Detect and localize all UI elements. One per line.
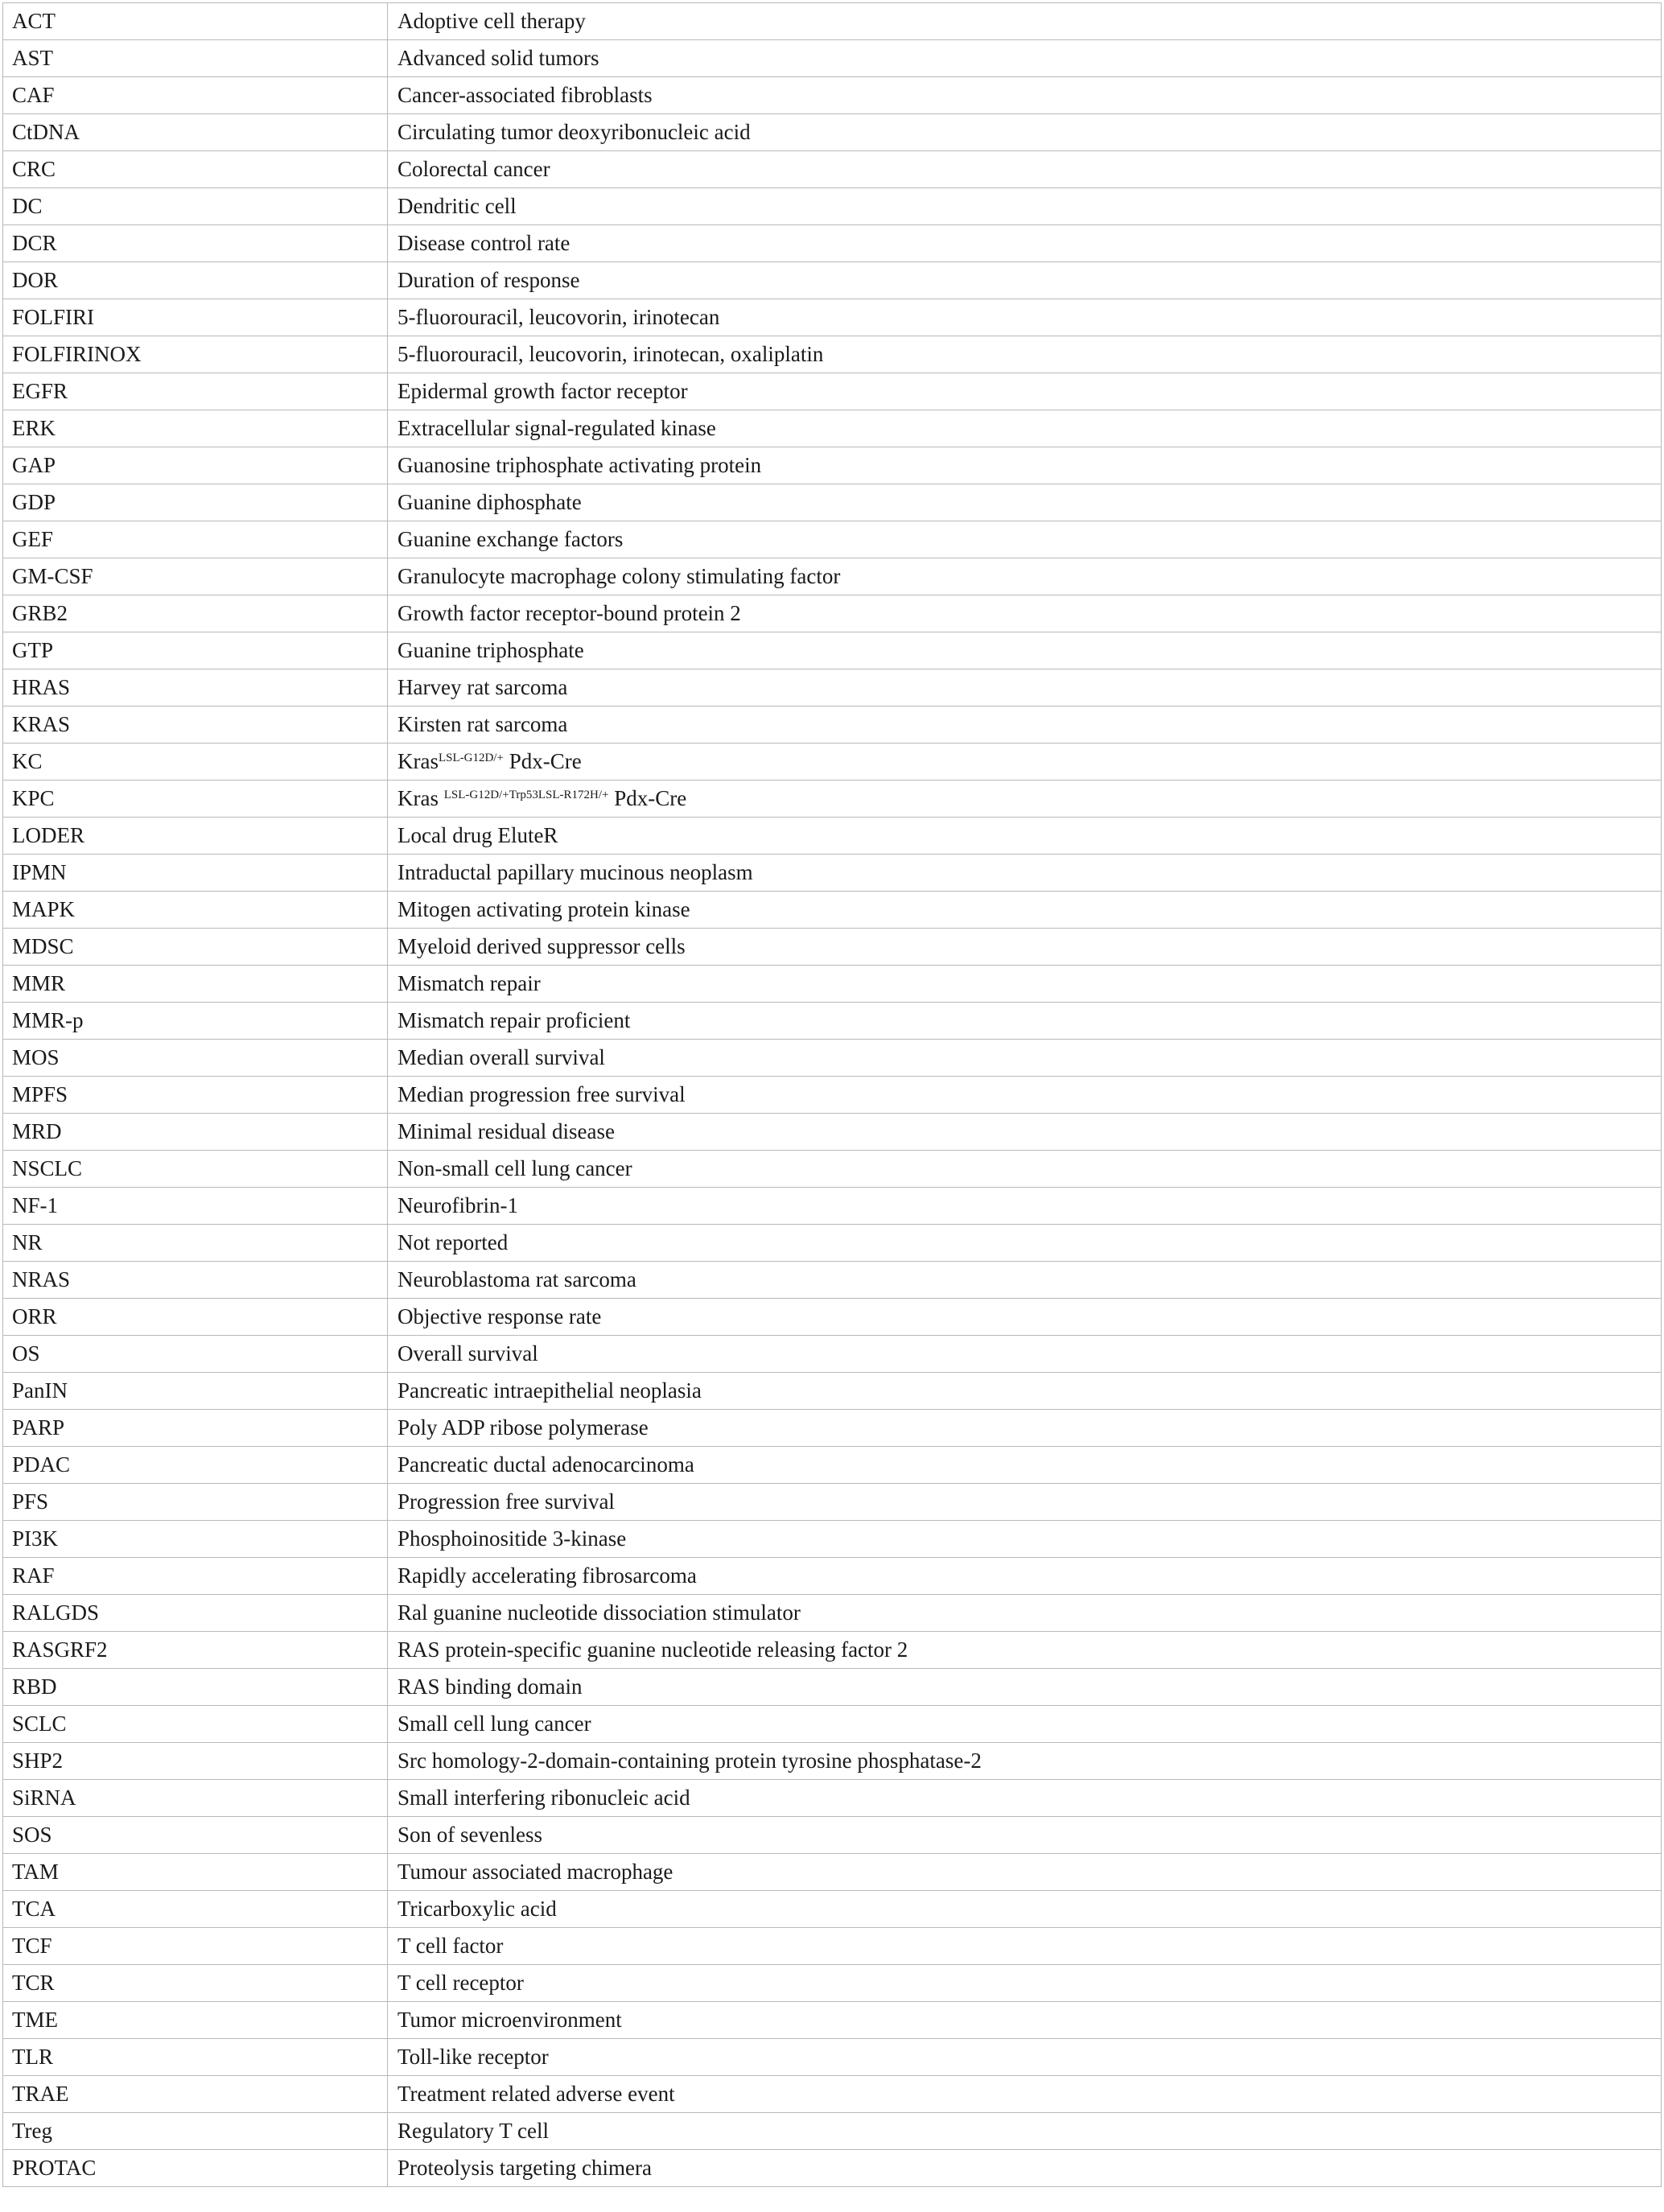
table-row xyxy=(3,336,1662,373)
definition-cell: Small cell lung cancer xyxy=(388,1706,1662,1743)
definition-cell: Tricarboxylic acid xyxy=(388,1891,1662,1928)
abbreviation-cell: LODER xyxy=(3,818,388,855)
definition-cell: RAS protein-specific guanine nucleotide releasing factor 2 xyxy=(388,1632,1662,1669)
definition-cell: Rapidly accelerating fibrosarcoma xyxy=(388,1558,1662,1595)
table-row xyxy=(3,1965,1662,2002)
table-row xyxy=(3,595,1662,632)
abbreviation-cell: MAPK xyxy=(3,892,388,929)
definition-cell: Minimal residual disease xyxy=(388,1114,1662,1151)
table-row xyxy=(3,1447,1662,1484)
table-row xyxy=(3,299,1662,336)
abbreviation-cell: RASGRF2 xyxy=(3,1632,388,1669)
definition-cell: Treatment related adverse event xyxy=(388,2076,1662,2113)
table-row xyxy=(3,40,1662,77)
abbreviation-cell: TAM xyxy=(3,1854,388,1891)
table-row xyxy=(3,1151,1662,1188)
table-row xyxy=(3,2076,1662,2113)
table-row xyxy=(3,114,1662,151)
abbreviation-cell: NSCLC xyxy=(3,1151,388,1188)
definition-cell: Growth factor receptor-bound protein 2 xyxy=(388,595,1662,632)
definition-cell: Progression free survival xyxy=(388,1484,1662,1521)
definition-cell: Myeloid derived suppressor cells xyxy=(388,929,1662,966)
definition-cell: Pancreatic intraepithelial neoplasia xyxy=(388,1373,1662,1410)
definition-cell: Tumor microenvironment xyxy=(388,2002,1662,2039)
table-row xyxy=(3,1521,1662,1558)
abbreviation-cell: GAP xyxy=(3,447,388,484)
table-row xyxy=(3,1854,1662,1891)
definition-cell: Epidermal growth factor receptor xyxy=(388,373,1662,410)
definition-superscript: LSL-G12D/+Trp53LSL-R172H/+ xyxy=(443,789,609,801)
abbreviation-cell: NF-1 xyxy=(3,1188,388,1225)
abbreviation-cell: GM-CSF xyxy=(3,558,388,595)
table-row xyxy=(3,447,1662,484)
abbreviation-cell: RAF xyxy=(3,1558,388,1595)
abbreviation-cell: FOLFIRI xyxy=(3,299,388,336)
abbreviation-cell: PARP xyxy=(3,1410,388,1447)
table-row xyxy=(3,373,1662,410)
table-row xyxy=(3,1780,1662,1817)
definition-cell xyxy=(388,744,1662,781)
definition-cell: 5-fluorouracil, leucovorin, irinotecan xyxy=(388,299,1662,336)
abbreviation-cell: ORR xyxy=(3,1299,388,1336)
table-row xyxy=(3,818,1662,855)
definition-cell: Intraductal papillary mucinous neoplasm xyxy=(388,855,1662,892)
definition-cell: Src homology-2-domain-containing protein tyrosine phosphatase-2 xyxy=(388,1743,1662,1780)
table-row xyxy=(3,3,1662,40)
definition-cell: Guanosine triphosphate activating protein xyxy=(388,447,1662,484)
table-row xyxy=(3,2113,1662,2150)
abbreviation-cell: PDAC xyxy=(3,1447,388,1484)
abbreviations-table xyxy=(2,2,1662,2187)
abbreviation-cell: MMR-p xyxy=(3,1003,388,1040)
table-row xyxy=(3,1373,1662,1410)
table-row xyxy=(3,151,1662,188)
table-row xyxy=(3,1410,1662,1447)
definition-cell: Cancer-associated fibroblasts xyxy=(388,77,1662,114)
table-row xyxy=(3,225,1662,262)
abbreviation-cell: GRB2 xyxy=(3,595,388,632)
table-row xyxy=(3,2002,1662,2039)
definition-cell: Duration of response xyxy=(388,262,1662,299)
abbreviation-cell: CAF xyxy=(3,77,388,114)
definition-cell: Toll-like receptor xyxy=(388,2039,1662,2076)
table-row xyxy=(3,1817,1662,1854)
table-row xyxy=(3,1188,1662,1225)
definition-cell: Neuroblastoma rat sarcoma xyxy=(388,1262,1662,1299)
abbreviation-cell: DCR xyxy=(3,225,388,262)
abbreviation-cell: ERK xyxy=(3,410,388,447)
table-row xyxy=(3,781,1662,818)
table-row xyxy=(3,1706,1662,1743)
definition-cell: Poly ADP ribose polymerase xyxy=(388,1410,1662,1447)
abbreviation-cell: OS xyxy=(3,1336,388,1373)
abbreviation-cell: DC xyxy=(3,188,388,225)
table-row xyxy=(3,1299,1662,1336)
definition-cell: Tumour associated macrophage xyxy=(388,1854,1662,1891)
definition-cell xyxy=(388,781,1662,818)
abbreviation-cell: SCLC xyxy=(3,1706,388,1743)
abbreviation-cell: PI3K xyxy=(3,1521,388,1558)
table-row xyxy=(3,1003,1662,1040)
definition-cell: Median progression free survival xyxy=(388,1077,1662,1114)
table-row xyxy=(3,77,1662,114)
table-row xyxy=(3,892,1662,929)
table-row xyxy=(3,1040,1662,1077)
definition-superscript: LSL-G12D/+ xyxy=(438,752,504,764)
definition-cell: 5-fluorouracil, leucovorin, irinotecan, oxaliplatin xyxy=(388,336,1662,373)
abbreviation-cell: TCF xyxy=(3,1928,388,1965)
definition-cell: Proteolysis targeting chimera xyxy=(388,2150,1662,2187)
abbreviation-cell: KC xyxy=(3,744,388,781)
table-row xyxy=(3,521,1662,558)
table-row xyxy=(3,484,1662,521)
abbreviation-cell: MDSC xyxy=(3,929,388,966)
definition-cell: Overall survival xyxy=(388,1336,1662,1373)
table-row xyxy=(3,262,1662,299)
table-row xyxy=(3,1928,1662,1965)
definition-cell: Guanine diphosphate xyxy=(388,484,1662,521)
table-row xyxy=(3,855,1662,892)
table-row xyxy=(3,706,1662,744)
definition-cell: Adoptive cell therapy xyxy=(388,3,1662,40)
table-row xyxy=(3,632,1662,669)
abbreviation-cell: TCA xyxy=(3,1891,388,1928)
definition-cell: Circulating tumor deoxyribonucleic acid xyxy=(388,114,1662,151)
table-row xyxy=(3,1484,1662,1521)
definition-cell: Ral guanine nucleotide dissociation stimulator xyxy=(388,1595,1662,1632)
abbreviation-cell: CtDNA xyxy=(3,114,388,151)
abbreviation-cell: DOR xyxy=(3,262,388,299)
table-row xyxy=(3,1669,1662,1706)
abbreviation-cell: MPFS xyxy=(3,1077,388,1114)
definition-cell: Local drug EluteR xyxy=(388,818,1662,855)
table-row xyxy=(3,188,1662,225)
definition-cell: Not reported xyxy=(388,1225,1662,1262)
abbreviation-cell: RBD xyxy=(3,1669,388,1706)
definition-cell: Guanine exchange factors xyxy=(388,521,1662,558)
abbreviation-cell: RALGDS xyxy=(3,1595,388,1632)
definition-base: Kras xyxy=(397,749,439,773)
table-row xyxy=(3,1114,1662,1151)
abbreviation-cell: SHP2 xyxy=(3,1743,388,1780)
abbreviation-cell: PFS xyxy=(3,1484,388,1521)
definition-cell: Granulocyte macrophage colony stimulating factor xyxy=(388,558,1662,595)
definition-tail: Pdx-Cre xyxy=(608,786,687,810)
table-row xyxy=(3,966,1662,1003)
definition-cell: Disease control rate xyxy=(388,225,1662,262)
definition-cell: Phosphoinositide 3-kinase xyxy=(388,1521,1662,1558)
abbreviation-cell: HRAS xyxy=(3,669,388,706)
abbreviation-cell: CRC xyxy=(3,151,388,188)
table-row xyxy=(3,1336,1662,1373)
table-row xyxy=(3,669,1662,706)
abbreviation-cell: GDP xyxy=(3,484,388,521)
table-row xyxy=(3,1077,1662,1114)
table-row xyxy=(3,2150,1662,2187)
definition-cell: Colorectal cancer xyxy=(388,151,1662,188)
table-row xyxy=(3,1262,1662,1299)
table-row xyxy=(3,929,1662,966)
table-row xyxy=(3,744,1662,781)
definition-cell: T cell factor xyxy=(388,1928,1662,1965)
definition-cell: RAS binding domain xyxy=(388,1669,1662,1706)
table-row xyxy=(3,410,1662,447)
abbreviation-cell: IPMN xyxy=(3,855,388,892)
definition-cell: Mismatch repair xyxy=(388,966,1662,1003)
abbreviation-cell: AST xyxy=(3,40,388,77)
abbreviations-table-body xyxy=(3,3,1662,2187)
definition-cell: Small interfering ribonucleic acid xyxy=(388,1780,1662,1817)
abbreviation-cell: TLR xyxy=(3,2039,388,2076)
abbreviation-cell: SOS xyxy=(3,1817,388,1854)
abbreviation-cell: SiRNA xyxy=(3,1780,388,1817)
definition-cell: Dendritic cell xyxy=(388,188,1662,225)
definition-cell: Kirsten rat sarcoma xyxy=(388,706,1662,744)
abbreviation-cell: KPC xyxy=(3,781,388,818)
definition-cell: Neurofibrin-1 xyxy=(388,1188,1662,1225)
abbreviation-cell: TCR xyxy=(3,1965,388,2002)
abbreviation-cell: PanIN xyxy=(3,1373,388,1410)
abbreviation-cell: TRAE xyxy=(3,2076,388,2113)
table-row xyxy=(3,1558,1662,1595)
definition-tail: Pdx-Cre xyxy=(503,749,582,773)
table-row xyxy=(3,1225,1662,1262)
abbreviation-cell: GTP xyxy=(3,632,388,669)
abbreviation-cell: EGFR xyxy=(3,373,388,410)
abbreviation-cell: KRAS xyxy=(3,706,388,744)
table-row xyxy=(3,1891,1662,1928)
abbreviation-cell: NRAS xyxy=(3,1262,388,1299)
abbreviation-cell: MOS xyxy=(3,1040,388,1077)
definition-cell: Pancreatic ductal adenocarcinoma xyxy=(388,1447,1662,1484)
abbreviation-cell: NR xyxy=(3,1225,388,1262)
definition-base: Kras xyxy=(397,786,444,810)
definition-cell: Guanine triphosphate xyxy=(388,632,1662,669)
abbreviation-cell: PROTAC xyxy=(3,2150,388,2187)
abbreviation-cell: MRD xyxy=(3,1114,388,1151)
table-row xyxy=(3,1743,1662,1780)
abbreviation-cell: Treg xyxy=(3,2113,388,2150)
definition-cell: Extracellular signal-regulated kinase xyxy=(388,410,1662,447)
table-row xyxy=(3,558,1662,595)
definition-cell: Mitogen activating protein kinase xyxy=(388,892,1662,929)
definition-cell: Regulatory T cell xyxy=(388,2113,1662,2150)
abbreviation-cell: MMR xyxy=(3,966,388,1003)
definition-cell: Non-small cell lung cancer xyxy=(388,1151,1662,1188)
abbreviation-cell: ACT xyxy=(3,3,388,40)
definition-cell: T cell receptor xyxy=(388,1965,1662,2002)
definition-cell: Median overall survival xyxy=(388,1040,1662,1077)
definition-cell: Son of sevenless xyxy=(388,1817,1662,1854)
abbreviation-cell: TME xyxy=(3,2002,388,2039)
definition-cell: Harvey rat sarcoma xyxy=(388,669,1662,706)
abbreviation-cell: GEF xyxy=(3,521,388,558)
definition-cell: Advanced solid tumors xyxy=(388,40,1662,77)
table-row xyxy=(3,2039,1662,2076)
table-row xyxy=(3,1632,1662,1669)
definition-cell: Mismatch repair proficient xyxy=(388,1003,1662,1040)
abbreviation-cell: FOLFIRINOX xyxy=(3,336,388,373)
table-row xyxy=(3,1595,1662,1632)
definition-cell: Objective response rate xyxy=(388,1299,1662,1336)
